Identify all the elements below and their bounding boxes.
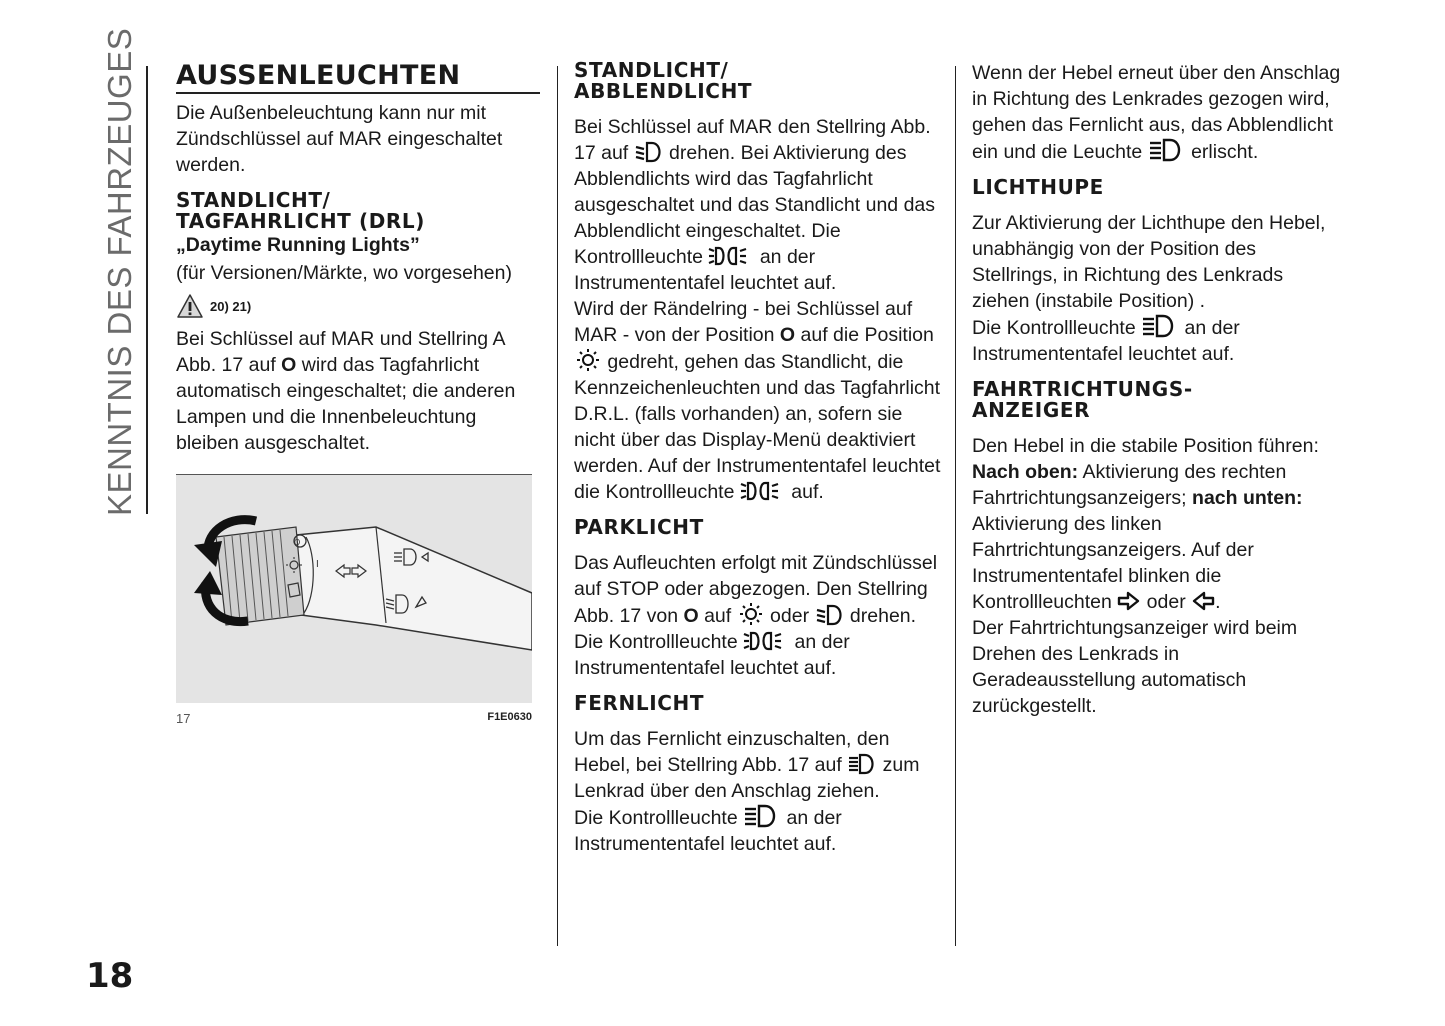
flash-indicator-paragraph [972, 314, 1344, 367]
drl-paragraph [176, 326, 540, 456]
side-rule [146, 66, 148, 514]
heading-parklicht: PARKLICHT [574, 515, 704, 539]
heading-abblendlicht: ABBLENDLICHT [574, 79, 753, 103]
position-light-paragraph [574, 296, 942, 505]
high-beam-icon [847, 753, 877, 775]
ring-label-i: I [316, 559, 319, 570]
figure-light-switch-lever [176, 474, 532, 703]
side-light-icon [574, 348, 602, 372]
position-light-text-c: gedreht, gehen das Standlicht, die Kennzeichenleuchten und das Tagfahrlicht D.R.L. (falls vorhanden) an, sofern sie nicht über das Display-Menü deaktiviert werden. Auf der Instrumententafel leuchtet die Kontrollleuchte [574, 351, 941, 503]
high-beam-off-text-b: erlischt. [1185, 141, 1259, 163]
turn-right-arrow-icon [1117, 590, 1141, 612]
position-o-label: O [683, 605, 699, 627]
column-2 [574, 60, 942, 857]
position-o-label: O [779, 324, 796, 346]
warning-triangle-icon [176, 293, 204, 319]
low-beam-icon [815, 604, 845, 626]
column-divider-2 [955, 66, 956, 946]
turn-text-b: Aktivierung des rechten Fahrtrichtungsanzeigers; [972, 461, 1287, 509]
column-1 [176, 60, 540, 726]
turn-text-a: Den Hebel in die stabile Position führen: [972, 435, 1319, 457]
high-beam-icon [1148, 138, 1186, 162]
turn-text-c: Aktivierung des linken Fahrtrichtungsanzeigers. Auf der Instrumententafel blinken die Kontrollleuchten [972, 513, 1254, 613]
park-text-e: an der Instrumententafel leuchtet auf. [574, 631, 850, 679]
side-light-icon [737, 602, 765, 626]
heading-anzeiger: ANZEIGER [972, 398, 1091, 422]
figure-caption [176, 711, 532, 726]
low-beam-paragraph [574, 114, 942, 296]
fern-text-a: Um das Fernlicht einzuschalten, den Hebel, bei Stellring Abb. 17 auf [574, 728, 890, 776]
turn-down-label: nach unten: [1192, 487, 1303, 509]
section-heading-aussenleuchten: AUSSENLEUCHTEN [176, 60, 540, 94]
light-switch-lever-illustration [176, 475, 532, 703]
high-beam-icon [1141, 314, 1179, 338]
heading-standlicht: STANDLICHT/ [574, 58, 729, 82]
fern-text-d: an der Instrumententafel leuchtet auf. [574, 807, 842, 855]
fern-text-c: Die Kontrollleuchte [574, 807, 744, 829]
column-divider-1 [557, 66, 558, 946]
low-beam-text-c: an der Instrumententafel leuchtet auf. [574, 246, 837, 294]
high-beam-paragraph [574, 726, 942, 804]
high-beam-off-text-a: Wenn der Hebel erneut über den Anschlag in Richtung des Lenkrades gezogen wird, gehen das Fernlicht aus, das Abblendlicht ein und die Leuchte [972, 62, 1341, 163]
park-text-a: Das Aufleuchten erfolgt mit Zündschlüssel auf STOP oder abgezogen. Den Stellring Abb. 17 von [574, 552, 938, 627]
turn-up-label: Nach oben: [972, 461, 1079, 483]
low-beam-icon [634, 141, 664, 163]
position-light-indicator-icon [743, 630, 789, 652]
heading-drl-line2: TAGFAHRLICHT (DRL) [176, 209, 426, 233]
low-beam-text-a: Bei Schlüssel auf MAR den Stellring Abb. 17 auf [574, 116, 931, 164]
page-number: 18 [86, 956, 134, 996]
drl-text-2: wird das Tagfahrlicht automatisch eingeschaltet; die anderen Lampen und die Innenbeleuchtung bleiben ausgeschaltet. [176, 354, 516, 454]
turn-signal-paragraph [972, 433, 1344, 615]
figure-number: 17 [176, 711, 191, 726]
low-beam-text-b: drehen. Bei Aktivierung des Abblendlichts wird das Tagfahrlicht ausgeschaltet und das Standlicht und das Abblendlicht eingeschaltet. Die Kontrollleuchte [574, 142, 936, 268]
heading-drl-line1: STANDLICHT/ [176, 188, 331, 212]
parking-light-paragraph [574, 550, 942, 681]
flash-paragraph: Zur Aktivierung der Lichthupe den Hebel, unabhängig von der Position des Stellrings, in Richtung des Lenkrads ziehen (instabile Position) . [972, 212, 1326, 312]
turn-text-e: . [1215, 591, 1221, 613]
intro-paragraph: Die Außenbeleuchtung kann nur mit Zündschlüssel auf MAR eingeschaltet werden. [176, 102, 503, 176]
drl-text-1: Bei Schlüssel auf MAR und Stellring A Abb. 17 auf [176, 328, 505, 376]
position-o-label: O [281, 354, 297, 376]
chapter-side-title: KENNTNIS DES FAHRZEUGES [101, 27, 138, 516]
column-3 [972, 60, 1344, 719]
high-beam-indicator-paragraph [574, 804, 942, 857]
warning-refs: 20) 21) [210, 298, 252, 314]
ring-label-o: O [294, 538, 301, 547]
position-light-indicator-icon [740, 480, 786, 502]
turn-signal-reset-paragraph: Der Fahrtrichtungsanzeiger wird beim Drehen des Lenkrads in Geradeausstellung automatisch zurückgestellt. [972, 617, 1298, 717]
drl-subtitle: „Daytime Running Lights” [176, 234, 420, 256]
warning-reference [176, 290, 540, 322]
flash-text-b: Die Kontrollleuchte [972, 317, 1142, 339]
position-light-indicator-icon [708, 245, 754, 267]
park-text-b: auf [698, 605, 737, 627]
high-beam-off-paragraph [972, 60, 1344, 165]
turn-text-d: oder [1141, 591, 1192, 613]
fern-text-b: zum Lenkrad über den Anschlag ziehen. [574, 754, 920, 802]
flash-text-c: an der Instrumententafel leuchtet auf. [972, 317, 1240, 365]
figure-code: F1E0630 [487, 711, 532, 723]
park-text-c: oder [764, 605, 815, 627]
turn-left-arrow-icon [1191, 590, 1215, 612]
position-light-text-b: auf die Position [795, 324, 934, 346]
heading-fahrtrichtungs: FAHRTRICHTUNGS- [972, 377, 1193, 401]
position-light-text-a: Wird der Rändelring - bei Schlüssel auf MAR - von der Position [574, 298, 913, 346]
position-light-text-d: auf. [785, 481, 824, 503]
heading-fernlicht: FERNLICHT [574, 691, 705, 715]
heading-lichthupe: LICHTHUPE [972, 175, 1104, 199]
drl-note: (für Versionen/Märkte, wo vorgesehen) [176, 262, 512, 284]
high-beam-icon [743, 804, 781, 828]
park-text-d: drehen. Die Kontrollleuchte [574, 605, 917, 653]
